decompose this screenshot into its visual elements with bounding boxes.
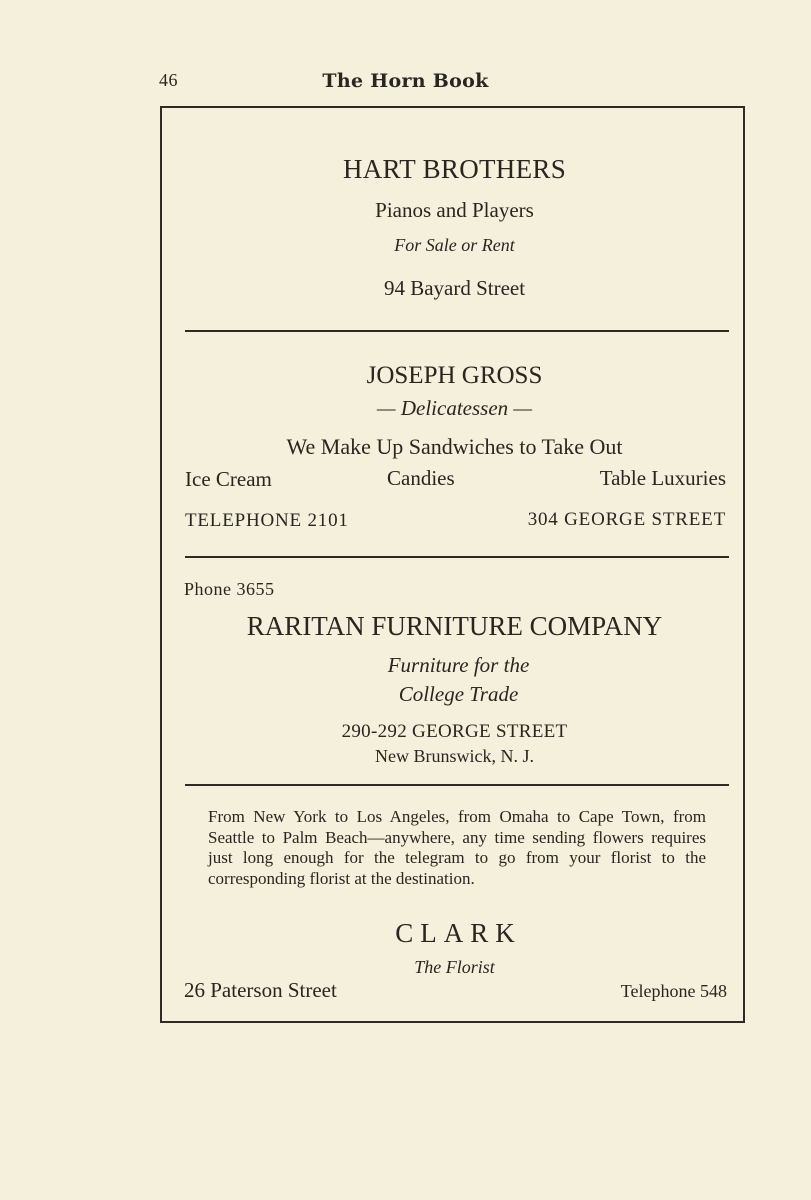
divider-rule <box>185 556 729 558</box>
hart-address: 94 Bayard Street <box>383 276 526 300</box>
gross-category: — Delicatessen — <box>376 396 533 420</box>
raritan-line2: College Trade <box>398 682 519 706</box>
advertisement-frame <box>160 106 745 1023</box>
gross-item: Table Luxuries <box>599 466 726 490</box>
clark-name: CLARK <box>395 918 522 948</box>
raritan-address2: New Brunswick, N. J. <box>375 746 534 766</box>
divider-rule <box>185 784 729 786</box>
clark-title: The Florist <box>414 957 495 977</box>
running-head: The Horn Book <box>322 70 489 92</box>
raritan-line1: Furniture for the <box>387 653 530 677</box>
hart-line1: Pianos and Players <box>375 198 534 222</box>
raritan-phone: Phone 3655 <box>184 579 275 599</box>
hart-name: HART BROTHERS <box>342 154 567 184</box>
page-number: 46 <box>159 70 178 90</box>
gross-tagline: We Make Up Sandwiches to Take Out <box>286 434 623 459</box>
raritan-address1: 290-292 GEORGE STREET <box>341 721 568 742</box>
gross-name: JOSEPH GROSS <box>366 362 543 389</box>
gross-address: 304 GEORGE STREET <box>527 509 726 530</box>
gross-item: Ice Cream <box>185 467 272 491</box>
gross-telephone: TELEPHONE 2101 <box>185 510 349 531</box>
raritan-name: RARITAN FURNITURE COMPANY <box>246 611 663 641</box>
divider-rule <box>185 330 729 332</box>
clark-telephone: Telephone 548 <box>620 981 727 1001</box>
gross-item: Candies <box>387 466 455 490</box>
hart-line2: For Sale or Rent <box>394 235 515 255</box>
clark-paragraph: From New York to Los Angeles, from Omaha to Cape Town, from Seattle to Palm Beach—anywhere, any time sending flowers requires just long enough for the telegram to go from your florist to the corresponding florist at the destination. <box>208 807 706 888</box>
clark-address: 26 Paterson Street <box>184 978 337 1002</box>
